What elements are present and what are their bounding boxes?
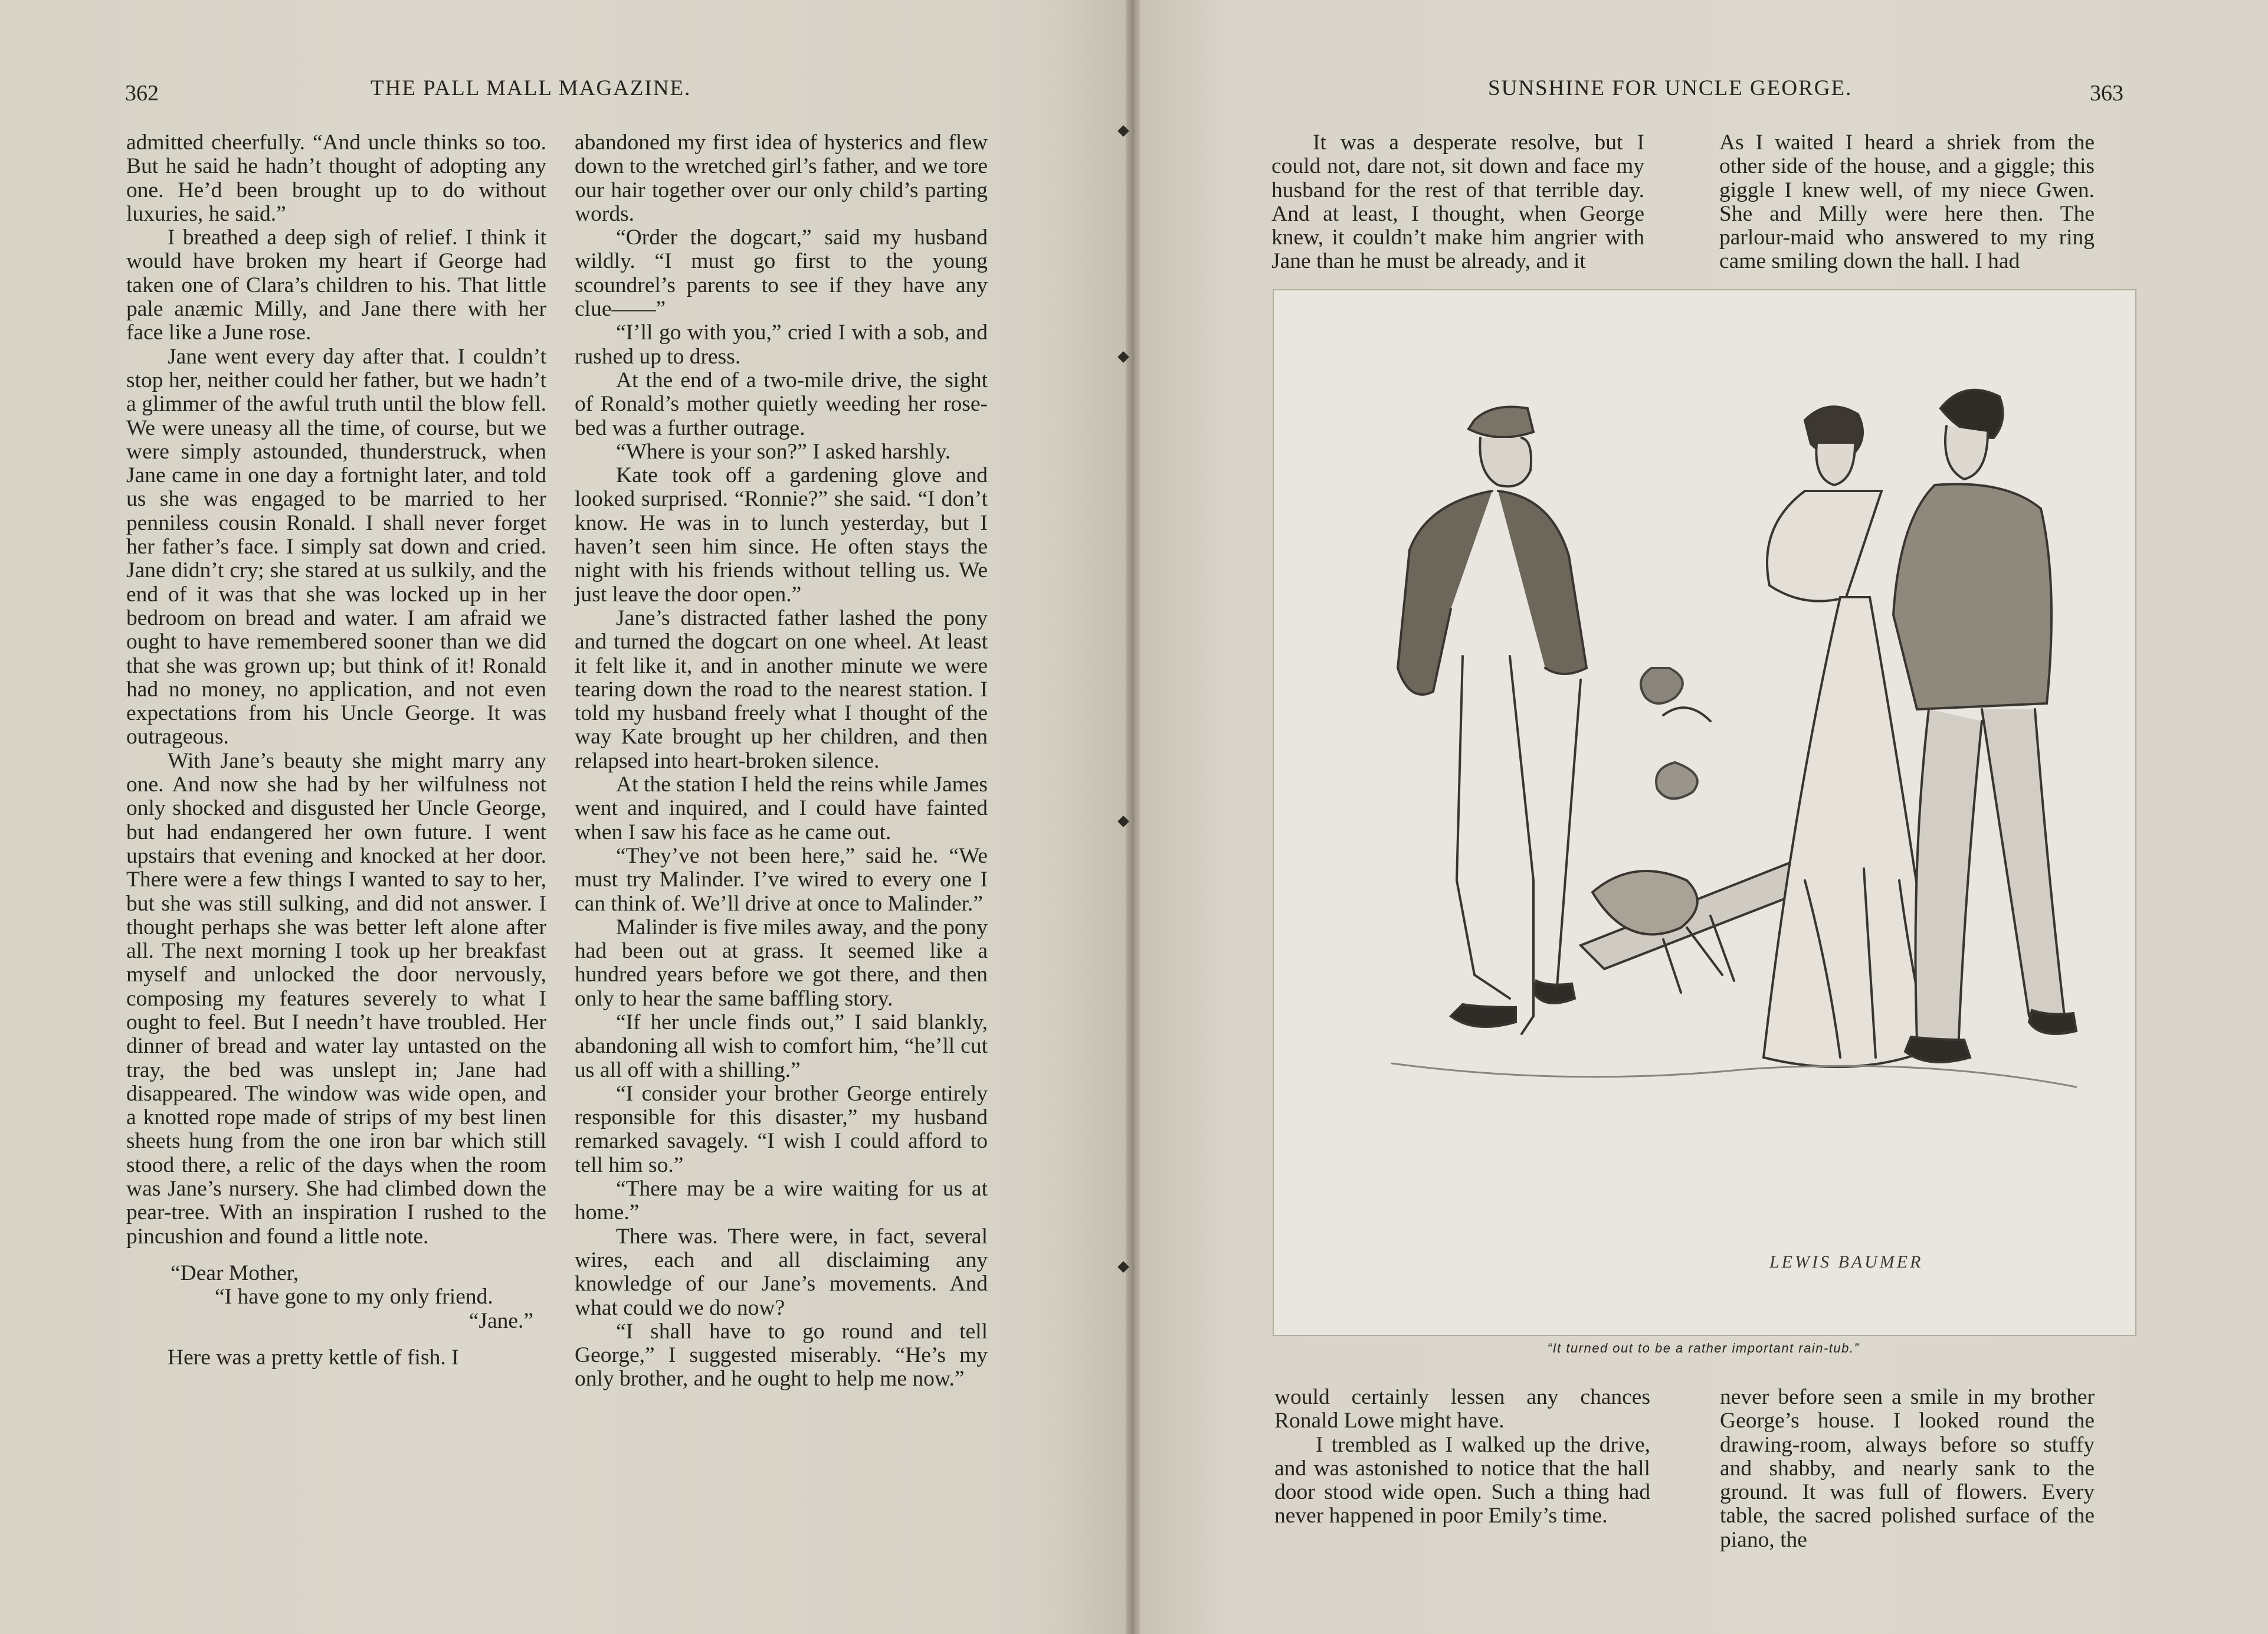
left-column-2	[575, 131, 988, 1391]
left-page	[0, 0, 1128, 1634]
illustration-caption: “It turned out to be a rather important rain-tub.”	[1547, 1341, 1860, 1355]
paragraph: abandoned my first idea of hysterics and flew down to the wretched girl’s father, and we tore our hair together over our only child’s parting words.	[575, 130, 988, 226]
page-number-right: 363	[2090, 81, 2123, 106]
paragraph: Here was a pretty kettle of fish. I	[168, 1345, 459, 1370]
left-column-1	[126, 131, 546, 1370]
paragraph: would certainly lessen any chances Ronald Lowe might have.	[1274, 1385, 1650, 1433]
right-bottom-column-1	[1274, 1386, 1650, 1528]
paragraph: With Jane’s beauty she might marry any one. And now she had by her wilfulness not only shocked and disgusted her Uncle George, but had endangered her own future. I went upstairs that evening and knocked at her door. There were a few things I wanted to say to her, but she was still sulking, and did not answer. I thought perhaps she was better left alone after all. The next morning I took up her breakfast myself and unlocked the door nervously, composing my features severely to what I ought to feel. But I needn’t have troubled. Her dinner of bread and water lay untasted on the tray, the bed was unslept in; Jane had disappeared. The window was wide open, and a knotted rope made of strips of my best linen sheets hung from the one iron bar which still stood there, a relic of the days when the room was Jane’s nursery. She had climbed down the pear-tree. With an inspiration I rushed to the pincushion and found a little note.	[126, 748, 546, 1249]
right-top-column-2	[1719, 131, 2095, 274]
illustration-plate	[1273, 289, 2136, 1336]
running-head-left: THE PALL MALL MAGAZINE.	[371, 76, 691, 100]
paragraph: There was. There were, in fact, several wires, each and all disclaiming any knowledge of our Jane’s movements. And what could we do now?	[575, 1224, 988, 1320]
paragraph: As I waited I heard a shriek from the other side of the house, and a giggle; this giggle I knew well, of my niece Gwen. She and Milly were here then. The parlour-maid who answered to my ring came smiling down the hall. I had	[1719, 130, 2095, 274]
paragraph: At the end of a two-mile drive, the sight of Ronald’s mother quietly weeding her rose-bed was a further outrage.	[575, 368, 988, 440]
paragraph: Malinder is five miles away, and the pony had been out at grass. It seemed like a hundred years before we got there, and then only to hear the same baffling story.	[575, 915, 988, 1011]
letter-signature: “Jane.”	[468, 1308, 533, 1333]
paragraph: Jane’s distracted father lashed the pony and turned the dogcart on one wheel. At least it felt like it, and in another minute we were tearing down the road to the nearest station. I told my husband freely what I thought of the way Kate brought up her children, and then relapsed into heart-broken silence.	[575, 605, 988, 773]
paragraph: “I’ll go with you,” cried I with a sob, and rushed up to dress.	[575, 320, 988, 369]
letter-salutation: “Dear Mother,	[171, 1260, 299, 1285]
paragraph: “They’ve not been here,” said he. “We must try Malinder. I’ve wired to every one I can think of. We’ll drive at once to Malinder.”	[575, 843, 988, 916]
paragraph: Jane went every day after that. I couldn’t stop her, neither could her father, but we hadn’t a glimmer of the awful truth until the blow fell. We were uneasy all the time, of course, but we were simply astounded, thunderstruck, when Jane came in one day a fortnight later, and told us she was engaged to be married to her penniless cousin Ronald. I shall never forget her father’s face. I simply sat down and cried. Jane didn’t cry; she stared at us sulkily, and the end of it was that she was locked up in her bedroom on bread and water. I am afraid we ought to have remembered sooner than we did that she was grown up; but think of it! Ronald had no money, no application, and not even expectations from his Uncle George. It was outrageous.	[126, 344, 546, 749]
right-top-column-1	[1271, 131, 1644, 274]
paragraph: “There may be a wire waiting for us at home.”	[575, 1177, 988, 1225]
paragraph: “I consider your brother George entirely responsible for this disaster,” my husband remarked savagely. “I wish I could afford to tell him so.”	[575, 1081, 988, 1177]
paragraph: never before seen a smile in my brother George’s house. I looked round the drawing-room, always before so stuffy and shabby, and nearly sank to the ground. It was full of flowers. Every table, the sacred polished surface of the piano, the	[1720, 1385, 2095, 1552]
illustration-sketch	[1274, 290, 2135, 1335]
right-bottom-column-2	[1720, 1386, 2095, 1552]
letter-body: “I have gone to my only friend.	[215, 1285, 493, 1309]
artist-signature: LEWIS BAUMER	[1769, 1252, 1923, 1272]
paragraph: Kate took off a gardening glove and looked surprised. “Ronnie?” she said. “I don’t know. He was in to lunch yesterday, but I haven’t seen him since. He often stays the night with his friends without telling us. We just leave the door open.”	[575, 463, 988, 607]
letter-note	[126, 1262, 546, 1333]
page-number-left: 362	[125, 81, 159, 106]
running-head-right: SUNSHINE FOR UNCLE GEORGE.	[1488, 76, 1853, 100]
paragraph: I breathed a deep sigh of relief. I think it would have broken my heart if George had taken one of Clara’s children to his. That little pale anæmic Milly, and Jane there with her face like a June rose.	[126, 225, 546, 345]
paragraph: “Where is your son?” I asked harshly.	[616, 439, 951, 464]
paragraph: It was a desperate resolve, but I could not, dare not, sit down and face my husband for the rest of that terrible day. And at least, I thought, when George knew, it couldn’t make him angrier with Jane than he must be already, and it	[1271, 130, 1644, 274]
paragraph: “I shall have to go round and tell George,” I suggested miserably. “He’s my only brother, and he ought to help me now.”	[575, 1319, 988, 1391]
paragraph: At the station I held the reins while James went and inquired, and I could have fainted when I saw his face as he came out.	[575, 772, 988, 844]
paragraph: admitted cheerfully. “And uncle thinks so too. But he said he hadn’t thought of adopting any one. He’d been brought up to do without luxuries, he said.”	[126, 130, 546, 226]
paragraph: “Order the dogcart,” said my husband wildly. “I must go first to the young scoundrel’s parents to see if they have any clue——”	[575, 225, 988, 322]
paragraph: I trembled as I walked up the drive, and was astonished to notice that the hall door stood wide open. Such a thing had never happened in poor Emily’s time.	[1274, 1432, 1650, 1528]
paragraph: “If her uncle finds out,” I said blankly, abandoning all wish to comfort him, “he’ll cut us all off with a shilling.”	[575, 1010, 988, 1082]
